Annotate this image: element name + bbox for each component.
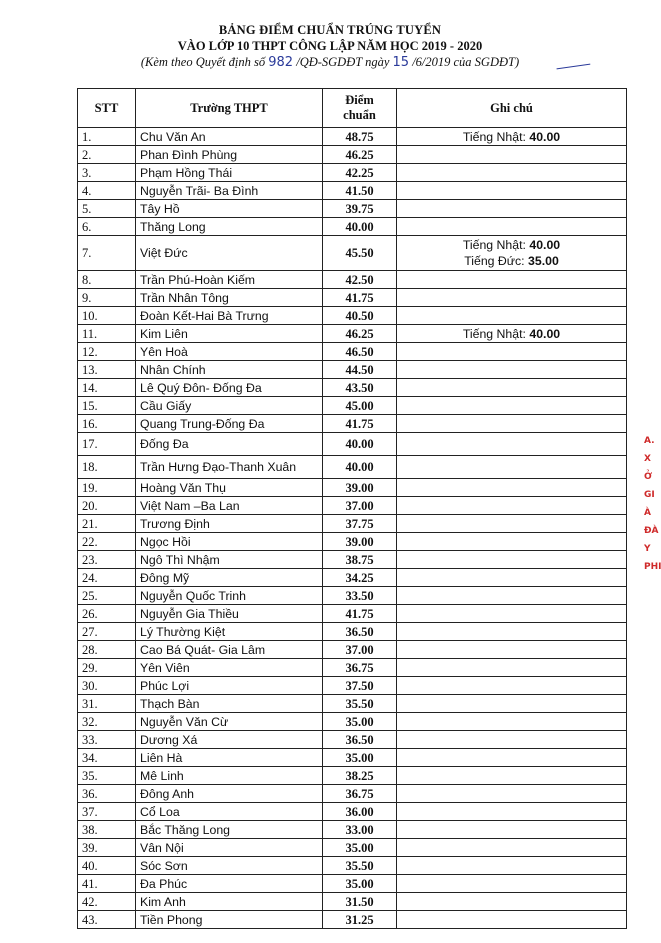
- row-score: 40.00: [323, 456, 397, 479]
- row-score: 48.75: [323, 128, 397, 146]
- row-score: 41.75: [323, 289, 397, 307]
- row-stt: 17.: [78, 433, 136, 456]
- row-school-name: Đông Anh: [136, 785, 323, 803]
- table-row: [78, 397, 627, 415]
- note-value: 40.00: [529, 238, 561, 252]
- row-school-name: Nhân Chính: [136, 361, 323, 379]
- row-note: [397, 605, 627, 623]
- row-school-name: Phan Đình Phùng: [136, 146, 323, 164]
- row-note: [397, 731, 627, 749]
- row-note: [397, 497, 627, 515]
- row-stt: 39.: [78, 839, 136, 857]
- table-row: [78, 289, 627, 307]
- row-school-name: Nguyễn Gia Thiều: [136, 605, 323, 623]
- row-school-name: Thạch Bàn: [136, 695, 323, 713]
- table-row: [78, 695, 627, 713]
- table-row: [78, 749, 627, 767]
- row-stt: 33.: [78, 731, 136, 749]
- row-school-name: Phúc Lợi: [136, 677, 323, 695]
- row-stt: 29.: [78, 659, 136, 677]
- row-school-name: Trần Hưng Đạo-Thanh Xuân: [136, 456, 323, 479]
- row-note: [397, 893, 627, 911]
- table-row: [78, 641, 627, 659]
- row-score: 41.75: [323, 605, 397, 623]
- row-score: 36.50: [323, 623, 397, 641]
- row-score: 39.75: [323, 200, 397, 218]
- row-score: 46.25: [323, 146, 397, 164]
- row-note: [397, 325, 627, 343]
- table-row: [78, 821, 627, 839]
- row-school-name: Đoàn Kết-Hai Bà Trưng: [136, 307, 323, 325]
- row-note: [397, 785, 627, 803]
- row-stt: 27.: [78, 623, 136, 641]
- row-school-name: Phạm Hồng Thái: [136, 164, 323, 182]
- row-score: 46.50: [323, 343, 397, 361]
- table-row: [78, 128, 627, 146]
- row-note: [397, 379, 627, 397]
- row-stt: 32.: [78, 713, 136, 731]
- table-row: [78, 271, 627, 289]
- row-score: 31.25: [323, 911, 397, 929]
- row-note: [397, 551, 627, 569]
- row-score: 36.50: [323, 731, 397, 749]
- row-score: 37.75: [323, 515, 397, 533]
- row-stt: 28.: [78, 641, 136, 659]
- column-header-score-line1: Điểm: [345, 93, 374, 107]
- row-score: 42.50: [323, 271, 397, 289]
- row-score: 43.50: [323, 379, 397, 397]
- row-school-name: Yên Hoà: [136, 343, 323, 361]
- row-stt: 19.: [78, 479, 136, 497]
- column-header-score: [323, 89, 397, 128]
- row-score: 36.00: [323, 803, 397, 821]
- row-score: 42.25: [323, 164, 397, 182]
- row-score: 35.50: [323, 857, 397, 875]
- row-score: 45.50: [323, 236, 397, 271]
- note-label: Tiếng Đức:: [464, 254, 525, 268]
- note-value: 40.00: [529, 326, 561, 341]
- row-school-name: Sóc Sơn: [136, 857, 323, 875]
- row-school-name: Đông Mỹ: [136, 569, 323, 587]
- row-note: [397, 415, 627, 433]
- row-score: 44.50: [323, 361, 397, 379]
- row-note: [397, 803, 627, 821]
- row-note: [397, 641, 627, 659]
- row-note: [397, 839, 627, 857]
- row-school-name: Dương Xá: [136, 731, 323, 749]
- row-note: [397, 479, 627, 497]
- stamp-text: A. X: [644, 436, 655, 464]
- row-stt: 30.: [78, 677, 136, 695]
- row-stt: 9.: [78, 289, 136, 307]
- row-score: 33.50: [323, 587, 397, 605]
- row-school-name: Nguyễn Văn Cừ: [136, 713, 323, 731]
- column-header-note: Ghi chú: [397, 89, 627, 128]
- row-stt: 7.: [78, 236, 136, 271]
- admission-score-table: [77, 88, 627, 929]
- row-stt: 16.: [78, 415, 136, 433]
- row-stt: 23.: [78, 551, 136, 569]
- decision-day-handwritten: 15: [392, 55, 410, 70]
- table-row: [78, 605, 627, 623]
- row-note: [397, 397, 627, 415]
- row-score: 36.75: [323, 785, 397, 803]
- note-line: [401, 129, 622, 145]
- table-row: [78, 479, 627, 497]
- stamp-text: Ở GI: [644, 472, 655, 500]
- row-school-name: Lê Quý Đôn- Đống Đa: [136, 379, 323, 397]
- row-stt: 38.: [78, 821, 136, 839]
- row-school-name: Trương Định: [136, 515, 323, 533]
- row-score: 37.00: [323, 497, 397, 515]
- row-stt: 31.: [78, 695, 136, 713]
- row-stt: 18.: [78, 456, 136, 479]
- row-stt: 10.: [78, 307, 136, 325]
- row-stt: 24.: [78, 569, 136, 587]
- row-school-name: Cao Bá Quát- Gia Lâm: [136, 641, 323, 659]
- table-row: [78, 911, 627, 929]
- row-school-name: Liên Hà: [136, 749, 323, 767]
- column-header-school: Trường THPT: [136, 89, 323, 128]
- row-school-name: Đa Phúc: [136, 875, 323, 893]
- table-row: [78, 767, 627, 785]
- row-note: [397, 146, 627, 164]
- stamp-text: Y PHI: [644, 544, 661, 572]
- row-score: 35.00: [323, 839, 397, 857]
- table-row: [78, 218, 627, 236]
- note-label: Tiếng Nhật:: [462, 326, 526, 341]
- table-row: [78, 677, 627, 695]
- table-row: [78, 325, 627, 343]
- row-score: 35.00: [323, 713, 397, 731]
- row-note: [397, 695, 627, 713]
- column-header-stt: STT: [78, 89, 136, 128]
- row-school-name: Mê Linh: [136, 767, 323, 785]
- row-score: 46.25: [323, 325, 397, 343]
- row-stt: 20.: [78, 497, 136, 515]
- row-note: [397, 128, 627, 146]
- row-note: [397, 271, 627, 289]
- table-row: [78, 713, 627, 731]
- row-stt: 21.: [78, 515, 136, 533]
- table-row: [78, 587, 627, 605]
- row-note: [397, 623, 627, 641]
- row-school-name: Chu Văn An: [136, 128, 323, 146]
- row-stt: 1.: [78, 128, 136, 146]
- row-stt: 11.: [78, 325, 136, 343]
- row-note: [397, 677, 627, 695]
- row-score: 41.75: [323, 415, 397, 433]
- table-row: [78, 236, 627, 271]
- table-row: [78, 415, 627, 433]
- row-stt: 42.: [78, 893, 136, 911]
- table-row: [78, 433, 627, 456]
- table-row: [78, 200, 627, 218]
- row-school-name: Ngọc Hồi: [136, 533, 323, 551]
- table-row: [78, 146, 627, 164]
- row-note: [397, 218, 627, 236]
- table-row: [78, 164, 627, 182]
- row-school-name: Việt Nam –Ba Lan: [136, 497, 323, 515]
- row-score: 38.25: [323, 767, 397, 785]
- note-label: Tiếng Nhật:: [462, 238, 526, 252]
- row-stt: 15.: [78, 397, 136, 415]
- row-note: [397, 713, 627, 731]
- document-subtitle: VÀO LỚP 10 THPT CÔNG LẬP NĂM HỌC 2019 - 2020: [177, 39, 483, 53]
- row-school-name: Việt Đức: [136, 236, 323, 271]
- document-title: BẢNG ĐIỂM CHUẨN TRÚNG TUYỂN: [218, 23, 442, 37]
- row-score: 40.00: [323, 218, 397, 236]
- row-score: 40.00: [323, 433, 397, 456]
- row-school-name: Hoàng Văn Thụ: [136, 479, 323, 497]
- stamp-text: À ĐÀ: [644, 508, 659, 536]
- row-stt: 26.: [78, 605, 136, 623]
- row-score: 45.00: [323, 397, 397, 415]
- note-line: [401, 237, 622, 253]
- row-stt: 14.: [78, 379, 136, 397]
- row-stt: 36.: [78, 785, 136, 803]
- row-stt: 5.: [78, 200, 136, 218]
- row-score: 37.50: [323, 677, 397, 695]
- table-row: [78, 785, 627, 803]
- row-school-name: Thăng Long: [136, 218, 323, 236]
- row-stt: 3.: [78, 164, 136, 182]
- row-score: 38.75: [323, 551, 397, 569]
- row-stt: 22.: [78, 533, 136, 551]
- row-note: [397, 200, 627, 218]
- decision-mid: /QĐ-SGDĐT ngày: [296, 55, 390, 69]
- table-row: [78, 379, 627, 397]
- table-row: [78, 839, 627, 857]
- table-row: [78, 857, 627, 875]
- row-note: [397, 182, 627, 200]
- row-school-name: Lý Thường Kiệt: [136, 623, 323, 641]
- note-line: [401, 253, 622, 269]
- row-school-name: Yên Viên: [136, 659, 323, 677]
- row-stt: 34.: [78, 749, 136, 767]
- row-note: [397, 533, 627, 551]
- row-note: [397, 289, 627, 307]
- row-school-name: Ngô Thì Nhậm: [136, 551, 323, 569]
- table-row: [78, 893, 627, 911]
- row-note: [397, 857, 627, 875]
- row-school-name: Tiền Phong: [136, 911, 323, 929]
- row-stt: 40.: [78, 857, 136, 875]
- table-row: [78, 569, 627, 587]
- row-note: [397, 307, 627, 325]
- row-school-name: Tây Hồ: [136, 200, 323, 218]
- row-stt: 6.: [78, 218, 136, 236]
- row-note: [397, 361, 627, 379]
- row-score: 40.50: [323, 307, 397, 325]
- table-row: [78, 497, 627, 515]
- table-row: [78, 623, 627, 641]
- row-note: [397, 587, 627, 605]
- row-note: [397, 749, 627, 767]
- row-note: [397, 821, 627, 839]
- row-stt: 37.: [78, 803, 136, 821]
- row-score: 35.50: [323, 695, 397, 713]
- note-value: 40.00: [529, 129, 561, 144]
- row-stt: 41.: [78, 875, 136, 893]
- row-school-name: Cổ Loa: [136, 803, 323, 821]
- row-note: [397, 911, 627, 929]
- row-school-name: Nguyễn Quốc Trinh: [136, 587, 323, 605]
- row-stt: 43.: [78, 911, 136, 929]
- table-row: [78, 515, 627, 533]
- row-school-name: Cầu Giấy: [136, 397, 323, 415]
- row-stt: 25.: [78, 587, 136, 605]
- row-score: 39.00: [323, 533, 397, 551]
- row-school-name: Quang Trung-Đống Đa: [136, 415, 323, 433]
- row-stt: 35.: [78, 767, 136, 785]
- table-body: [78, 128, 627, 929]
- note-line: [401, 326, 622, 342]
- column-header-score-line2: chuẩn: [343, 108, 376, 122]
- row-note: [397, 164, 627, 182]
- row-note: [397, 433, 627, 456]
- row-note: [397, 236, 627, 271]
- table-row: [78, 307, 627, 325]
- row-score: 35.00: [323, 875, 397, 893]
- row-school-name: Trần Phú-Hoàn Kiếm: [136, 271, 323, 289]
- table-row: [78, 343, 627, 361]
- note-label: Tiếng Nhật:: [462, 129, 526, 144]
- row-score: 36.75: [323, 659, 397, 677]
- row-stt: 4.: [78, 182, 136, 200]
- row-school-name: Trần Nhân Tông: [136, 289, 323, 307]
- row-score: 33.00: [323, 821, 397, 839]
- table-row: [78, 533, 627, 551]
- table-row: [78, 731, 627, 749]
- table-row: [78, 803, 627, 821]
- row-note: [397, 456, 627, 479]
- row-school-name: Kim Anh: [136, 893, 323, 911]
- row-note: [397, 767, 627, 785]
- row-stt: 12.: [78, 343, 136, 361]
- row-score: 31.50: [323, 893, 397, 911]
- row-note: [397, 343, 627, 361]
- row-stt: 8.: [78, 271, 136, 289]
- table-header-row: [78, 89, 627, 128]
- row-note: [397, 875, 627, 893]
- row-score: 41.50: [323, 182, 397, 200]
- row-score: 37.00: [323, 641, 397, 659]
- row-school-name: Nguyễn Trãi- Ba Đình: [136, 182, 323, 200]
- table-row: [78, 182, 627, 200]
- table-row: [78, 361, 627, 379]
- decision-prefix: (Kèm theo Quyết định số: [140, 55, 266, 69]
- row-school-name: Kim Liên: [136, 325, 323, 343]
- decision-number-handwritten: 982: [268, 55, 294, 70]
- table-row: [78, 456, 627, 479]
- row-score: 35.00: [323, 749, 397, 767]
- row-note: [397, 569, 627, 587]
- row-school-name: Đống Đa: [136, 433, 323, 456]
- decision-suffix: /6/2019 của SGDĐT): [412, 55, 520, 69]
- row-score: 39.00: [323, 479, 397, 497]
- row-note: [397, 515, 627, 533]
- table-row: [78, 551, 627, 569]
- row-score: 34.25: [323, 569, 397, 587]
- row-school-name: Bắc Thăng Long: [136, 821, 323, 839]
- row-school-name: Vân Nội: [136, 839, 323, 857]
- table-row: [78, 875, 627, 893]
- red-stamp-fragment: [644, 432, 661, 572]
- row-stt: 2.: [78, 146, 136, 164]
- table-row: [78, 659, 627, 677]
- row-stt: 13.: [78, 361, 136, 379]
- note-value: 35.00: [528, 254, 559, 268]
- row-note: [397, 659, 627, 677]
